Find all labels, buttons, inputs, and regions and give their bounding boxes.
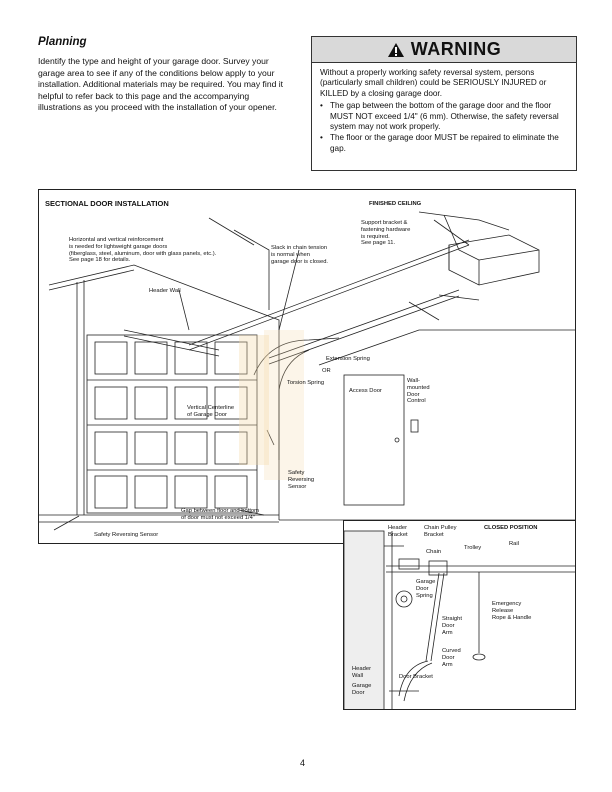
header-bracket-label: Header Bracket [388,525,408,538]
garage-door-label: Garage Door [352,683,372,696]
header-wall-inset-label: Header Wall [352,666,372,679]
support-bracket-label: Support bracket & fastening hardware is required. See page 11. [361,220,411,247]
warning-box [311,36,577,171]
page-number: 4 [300,758,306,768]
extension-spring-label: Extension Spring [326,356,370,362]
closed-position-illustration [343,520,576,710]
warning-body [312,63,576,154]
finished-ceiling-label: FINISHED CEILING [369,201,422,207]
warning-bullet: • The gap between the bottom of the garage door and the floor MUST NOT exceed 1/4" (6 mm). Otherwise, the safety reversal system may not work properly. [320,101,568,132]
safety-sensor-label: Safety Reversing Sensor [288,470,315,490]
warning-triangle-icon [387,42,405,58]
emergency-release-label: Emergency Release Rope & Handle [492,601,532,621]
planning-intro: Identify the type and height of your garage door. Survey your garage area to see if any of the conditions below apply to your installation. Additional materials may be required. You may find it helpful to refer back to this page and the accompanying illustrations as you proceed with the installation of your opener. [38,56,284,113]
warning-title: WARNING [410,39,502,59]
planning-heading: Planning [38,36,87,48]
slack-chain-label: Slack in chain tension is normal when garage door is closed. [271,245,329,265]
reinforcement-label: Horizontal and vertical reinforcement is needed for lightweight garage doors (fiberglass, steel, aluminum, door with glass panels, etc.). See page 18 for details. [69,237,217,264]
access-door-label: Access Door [349,388,382,394]
torsion-spring-label: Torsion Spring [287,380,325,386]
header-wall-label: Header Wall [149,288,181,294]
rail-label: Rail [509,541,519,547]
vertical-centerline-label: Vertical Centerline of Garage Door [187,405,235,418]
chain-label: Chain [426,549,442,555]
garage-door-spring-label: Garage Door Spring [416,579,436,599]
gap-note-label: Gap between floor and bottom of door must not exceed 1/4" [181,508,259,521]
warning-intro: Without a properly working safety reversal system, persons (particularly small children) could be SERIOUSLY INJURED or KILLED by a closing garage door. [320,68,547,98]
warning-bullet: • The floor or the garage door MUST be repaired to eliminate the gap. [320,133,568,154]
door-bracket-label: Door Bracket [399,674,433,680]
straight-arm-label: Straight Door Arm [442,616,462,636]
curved-arm-label: Curved Door Arm [442,648,461,668]
warning-bullets [320,101,568,154]
or-label: OR [322,368,331,374]
trolley-label: Trolley [464,545,482,551]
sectional-figure-title: SECTIONAL DOOR INSTALLATION [45,199,169,208]
chain-pulley-label: Chain Pulley Bracket [424,525,457,538]
sectional-door-illustration [38,189,576,544]
safety-sensor-bottom-label: Safety Reversing Sensor [94,532,159,538]
warning-header [312,37,576,63]
wall-control-label: Wall- mounted Door Control [407,378,430,405]
closed-position-title: CLOSED POSITION [484,525,538,531]
